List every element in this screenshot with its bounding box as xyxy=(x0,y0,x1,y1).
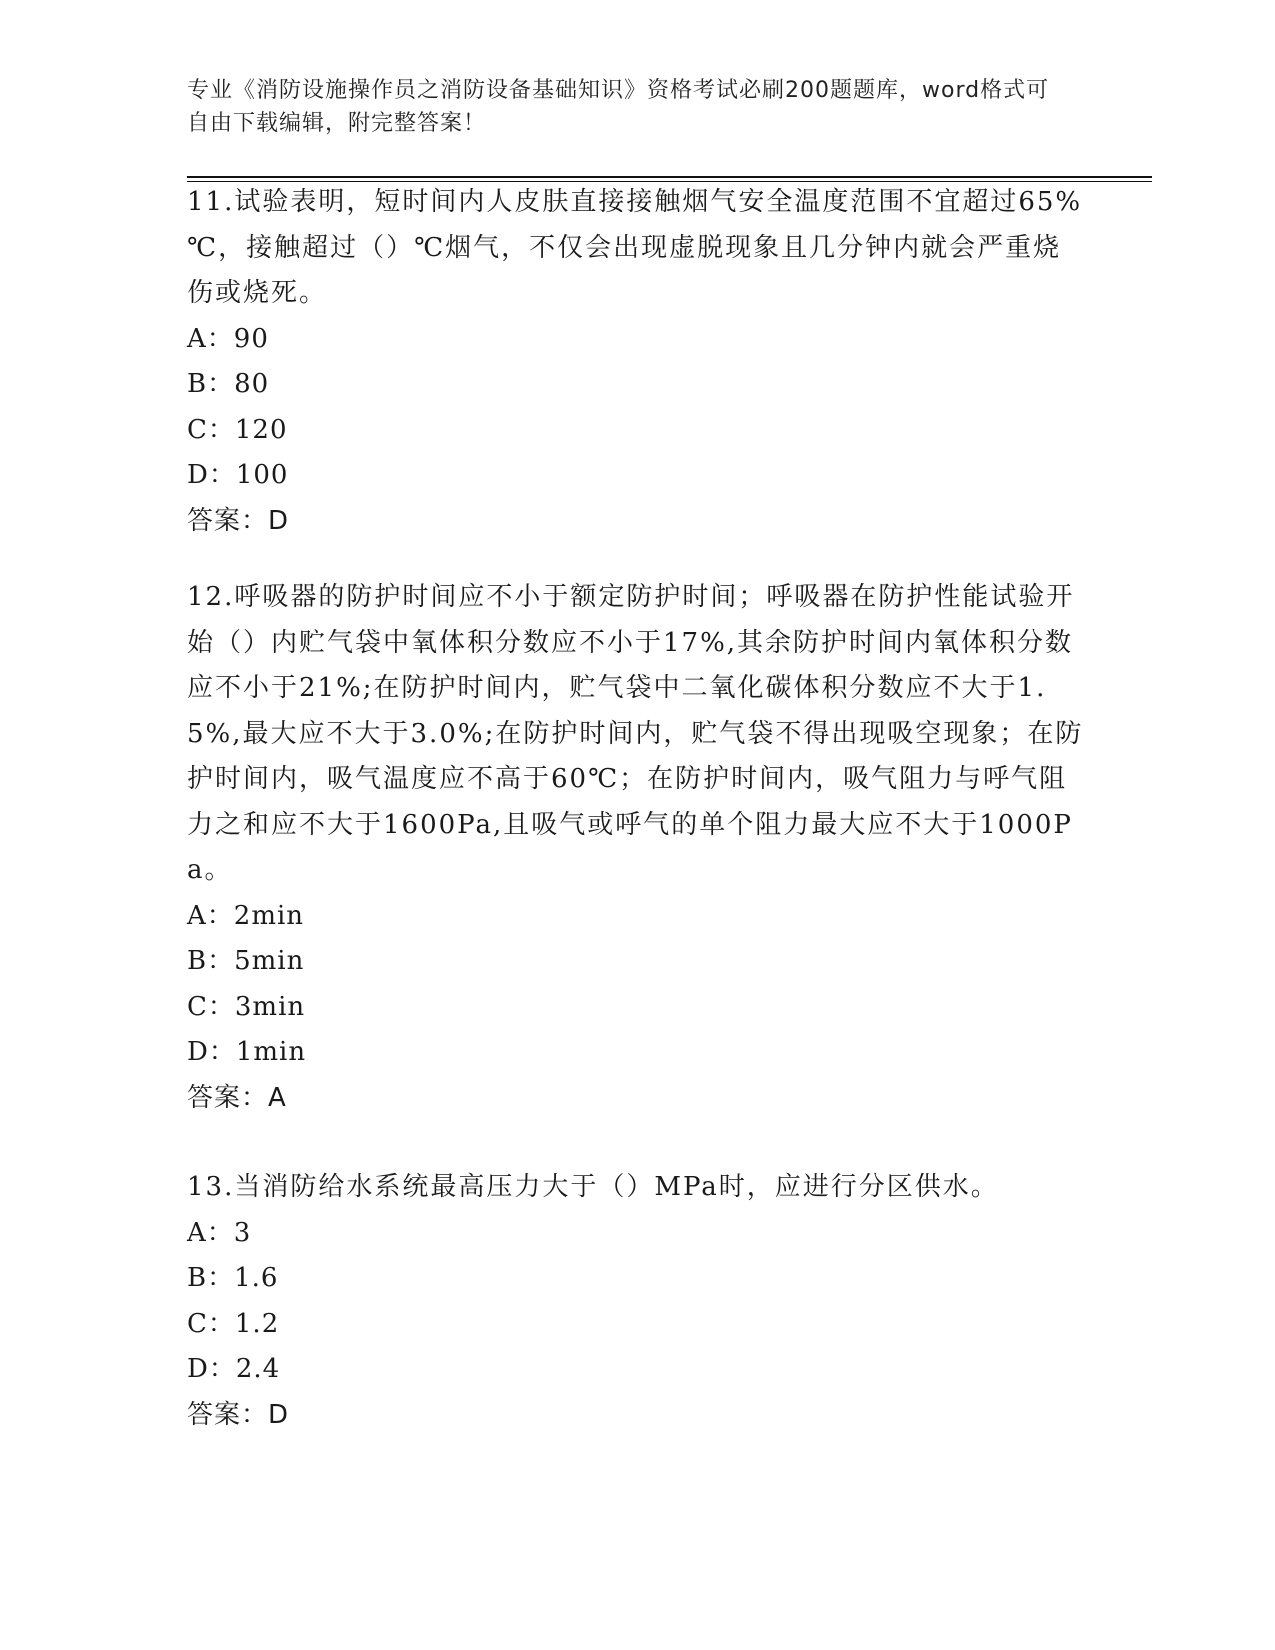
answer-line: 答案：D xyxy=(187,1399,290,1430)
answer-line: 答案：A xyxy=(187,1082,287,1113)
option-b: B：5min xyxy=(187,946,305,976)
option-b: B：80 xyxy=(187,369,270,399)
option-d: D：100 xyxy=(187,460,289,490)
option-c: C：120 xyxy=(187,414,288,445)
question-11 xyxy=(187,180,1087,544)
option-d: D：2.4 xyxy=(187,1354,281,1384)
header-divider-thick xyxy=(187,176,1152,178)
option-a: A：2min xyxy=(187,900,305,931)
option-d: D：1min xyxy=(187,1037,307,1067)
question-13 xyxy=(187,1165,1087,1438)
option-b: B：1.6 xyxy=(187,1263,279,1293)
option-a: A：90 xyxy=(187,323,269,354)
option-c: C：1.2 xyxy=(187,1308,280,1339)
option-a: A：3 xyxy=(187,1217,252,1248)
answer-line: 答案：D xyxy=(187,505,290,536)
document-intro: 专业《消防设施操作员之消防设备基础知识》资格考试必刷200题题库，word格式可自由下载编辑，附完整答案！ xyxy=(187,78,1050,136)
question-stem: 12.呼吸器的防护时间应不小于额定防护时间；呼吸器在防护性能试验开始（）内贮气袋中氧体积分数应不小于17%,其余防护时间内氧体积分数应不小于21%;在防护时间内，贮气袋中二氧化碳体积分数应不大于1.5%,最大应不大于3.0%;在防护时间内，贮气袋不得出现吸空现象；在防护时间内，吸气温度应不高于60℃；在防护时间内，吸气阻力与呼气阻力之和应不大于1600Pa,且吸气或呼气的单个阻力最大应不大于1000Pa。 xyxy=(187,582,1084,885)
option-c: C：3min xyxy=(187,991,306,1022)
question-stem: 13.当消防给水系统最高压力大于（）MPa时，应进行分区供水。 xyxy=(187,1172,999,1202)
question-stem: 11.试验表明，短时间内人皮肤直接接触烟气安全温度范围不宜超过65%℃，接触超过（）℃烟气，不仅会出现虚脱现象且几分钟内就会严重烧伤或烧死。 xyxy=(187,187,1083,308)
question-12 xyxy=(187,575,1087,1121)
